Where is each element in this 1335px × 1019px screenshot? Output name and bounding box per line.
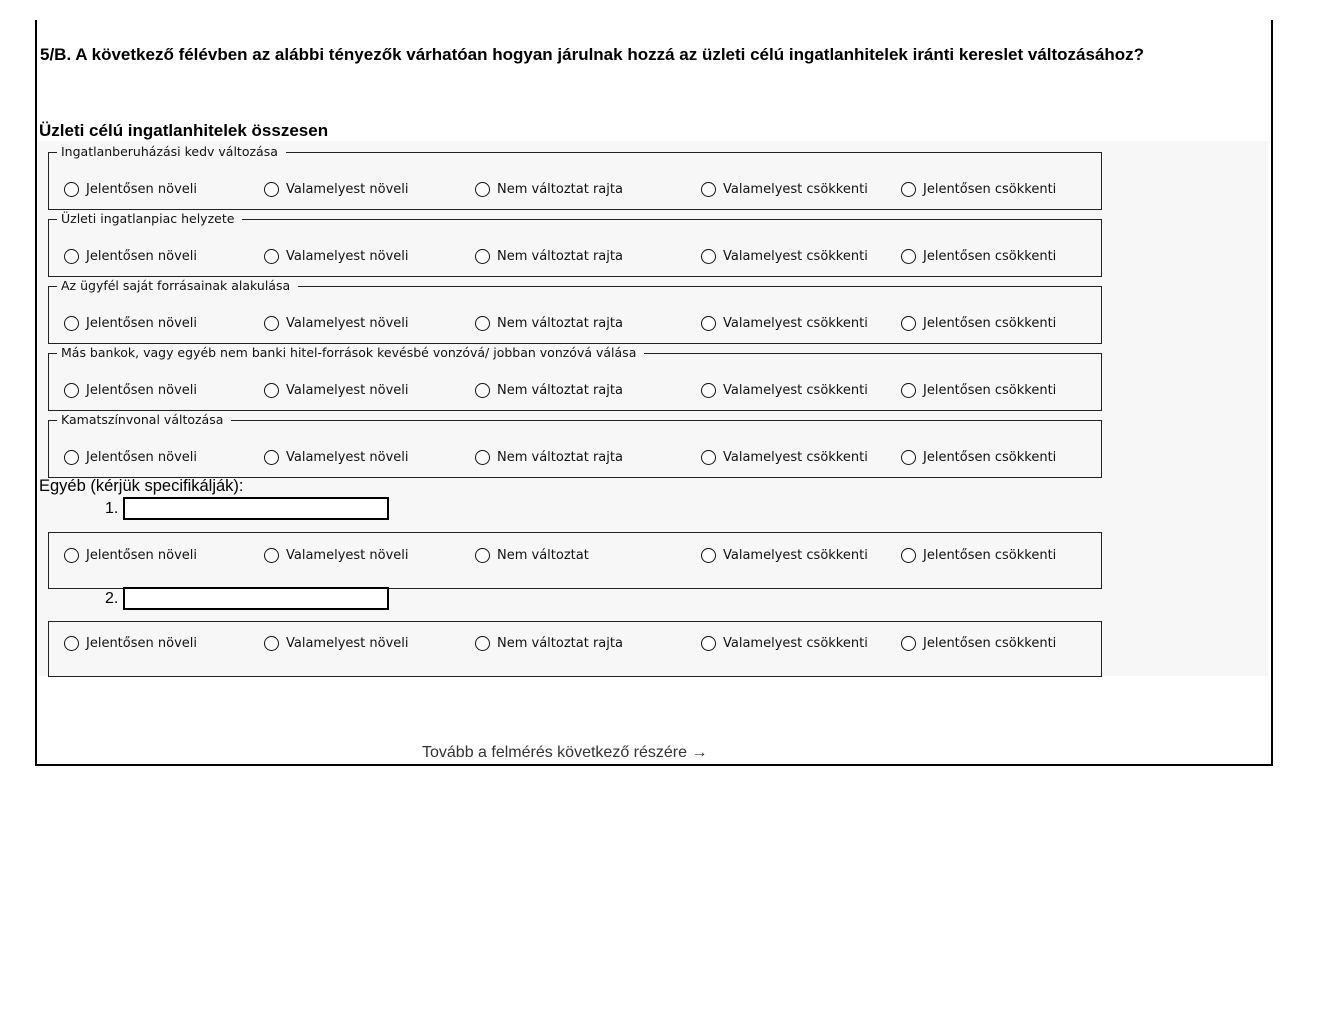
other-group-2 <box>48 621 1102 677</box>
radio-button[interactable] <box>901 316 916 331</box>
factor-group-interest-rate-level <box>48 413 1102 478</box>
option-significantly-increases[interactable]: Jelentősen növeli <box>64 182 197 197</box>
other-specify-input-2[interactable] <box>123 587 389 610</box>
radio-button[interactable] <box>701 636 716 651</box>
radio-button[interactable] <box>701 182 716 197</box>
radio-button[interactable] <box>264 548 279 563</box>
option-significantly-increases[interactable]: Jelentősen növeli <box>64 548 197 563</box>
radio-button[interactable] <box>64 316 79 331</box>
radio-button[interactable] <box>701 548 716 563</box>
option-significantly-decreases[interactable]: Jelentősen csökkenti <box>901 548 1056 563</box>
option-somewhat-decreases[interactable]: Valamelyest csökkenti <box>701 636 868 651</box>
option-somewhat-increases[interactable]: Valamelyest növeli <box>264 249 409 264</box>
option-significantly-decreases[interactable]: Jelentősen csökkenti <box>901 450 1056 465</box>
radio-button[interactable] <box>64 249 79 264</box>
option-somewhat-increases[interactable]: Valamelyest növeli <box>264 548 409 563</box>
radio-button[interactable] <box>901 450 916 465</box>
option-somewhat-decreases[interactable]: Valamelyest csökkenti <box>701 548 868 563</box>
option-significantly-increases[interactable]: Jelentősen növeli <box>64 450 197 465</box>
option-significantly-decreases[interactable]: Jelentősen csökkenti <box>901 636 1056 651</box>
other-item-number: 2. <box>105 590 119 607</box>
radio-button[interactable] <box>475 383 490 398</box>
radio-button[interactable] <box>475 182 490 197</box>
option-significantly-increases[interactable]: Jelentősen növeli <box>64 316 197 331</box>
radio-button[interactable] <box>701 316 716 331</box>
radio-button[interactable] <box>64 636 79 651</box>
option-significantly-increases[interactable]: Jelentősen növeli <box>64 636 197 651</box>
radio-button[interactable] <box>475 450 490 465</box>
radio-button[interactable] <box>264 316 279 331</box>
radio-button[interactable] <box>64 182 79 197</box>
option-somewhat-decreases[interactable]: Valamelyest csökkenti <box>701 182 868 197</box>
option-significantly-increases[interactable]: Jelentősen növeli <box>64 383 197 398</box>
other-specify-label: Egyéb (kérjük specifikálják): <box>39 477 244 495</box>
option-somewhat-increases[interactable]: Valamelyest növeli <box>264 182 409 197</box>
other-item-number: 1. <box>105 500 119 517</box>
factor-legend: Ingatlanberuházási kedv változása <box>61 144 278 159</box>
option-no-change[interactable]: Nem változtat rajta <box>475 249 623 264</box>
option-somewhat-decreases[interactable]: Valamelyest csökkenti <box>701 450 868 465</box>
radio-button[interactable] <box>264 383 279 398</box>
radio-button[interactable] <box>64 383 79 398</box>
option-no-change[interactable]: Nem változtat rajta <box>475 182 623 197</box>
radio-button[interactable] <box>475 636 490 651</box>
section-title: Üzleti célú ingatlanhitelek összesen <box>39 121 329 140</box>
radio-button[interactable] <box>901 383 916 398</box>
option-significantly-decreases[interactable]: Jelentősen csökkenti <box>901 316 1056 331</box>
option-somewhat-increases[interactable]: Valamelyest növeli <box>264 316 409 331</box>
next-section-link[interactable]: Tovább a felmérés következő részére → <box>422 744 708 761</box>
radio-button[interactable] <box>901 249 916 264</box>
radio-button[interactable] <box>264 249 279 264</box>
radio-button[interactable] <box>64 450 79 465</box>
option-no-change[interactable]: Nem változtat rajta <box>475 450 623 465</box>
question-title: 5/B. A következő félévben az alábbi tényezők várhatóan hogyan járulnak hozzá az üzleti célú ingatlanhitelek iránti kereslet változásához? <box>40 45 1145 64</box>
option-significantly-increases[interactable]: Jelentősen növeli <box>64 249 197 264</box>
radio-button[interactable] <box>264 636 279 651</box>
factor-legend: Üzleti ingatlanpiac helyzete <box>61 211 235 226</box>
factor-group-alternative-funding-sources <box>48 346 1102 411</box>
option-somewhat-increases[interactable]: Valamelyest növeli <box>264 383 409 398</box>
option-significantly-decreases[interactable]: Jelentősen csökkenti <box>901 383 1056 398</box>
radio-button[interactable] <box>901 636 916 651</box>
radio-button[interactable] <box>475 316 490 331</box>
factor-group-commercial-property-market <box>48 212 1102 277</box>
option-significantly-decreases[interactable]: Jelentősen csökkenti <box>901 182 1056 197</box>
option-somewhat-increases[interactable]: Valamelyest növeli <box>264 636 409 651</box>
factor-legend: Az ügyfél saját forrásainak alakulása <box>61 278 291 293</box>
radio-button[interactable] <box>901 548 916 563</box>
radio-button[interactable] <box>475 249 490 264</box>
option-somewhat-decreases[interactable]: Valamelyest csökkenti <box>701 249 868 264</box>
other-specify-input-1[interactable] <box>123 497 389 520</box>
factor-group-client-own-resources <box>48 279 1102 344</box>
other-group-1 <box>48 532 1102 589</box>
radio-button[interactable] <box>64 548 79 563</box>
option-significantly-decreases[interactable]: Jelentősen csökkenti <box>901 249 1056 264</box>
factor-group-investment-appetite <box>48 145 1102 210</box>
option-somewhat-decreases[interactable]: Valamelyest csökkenti <box>701 316 868 331</box>
radio-button[interactable] <box>701 450 716 465</box>
radio-button[interactable] <box>701 383 716 398</box>
option-no-change[interactable]: Nem változtat <box>475 548 589 563</box>
option-no-change[interactable]: Nem változtat rajta <box>475 636 623 651</box>
option-no-change[interactable]: Nem változtat rajta <box>475 383 623 398</box>
option-no-change[interactable]: Nem változtat rajta <box>475 316 623 331</box>
factor-legend: Kamatszínvonal változása <box>61 412 224 427</box>
radio-button[interactable] <box>701 249 716 264</box>
radio-button[interactable] <box>264 450 279 465</box>
factor-legend: Más bankok, vagy egyéb nem banki hitel-források kevésbé vonzóvá/ jobban vonzóvá válása <box>61 345 637 360</box>
radio-button[interactable] <box>901 182 916 197</box>
option-somewhat-increases[interactable]: Valamelyest növeli <box>264 450 409 465</box>
radio-button[interactable] <box>264 182 279 197</box>
radio-button[interactable] <box>475 548 490 563</box>
option-somewhat-decreases[interactable]: Valamelyest csökkenti <box>701 383 868 398</box>
